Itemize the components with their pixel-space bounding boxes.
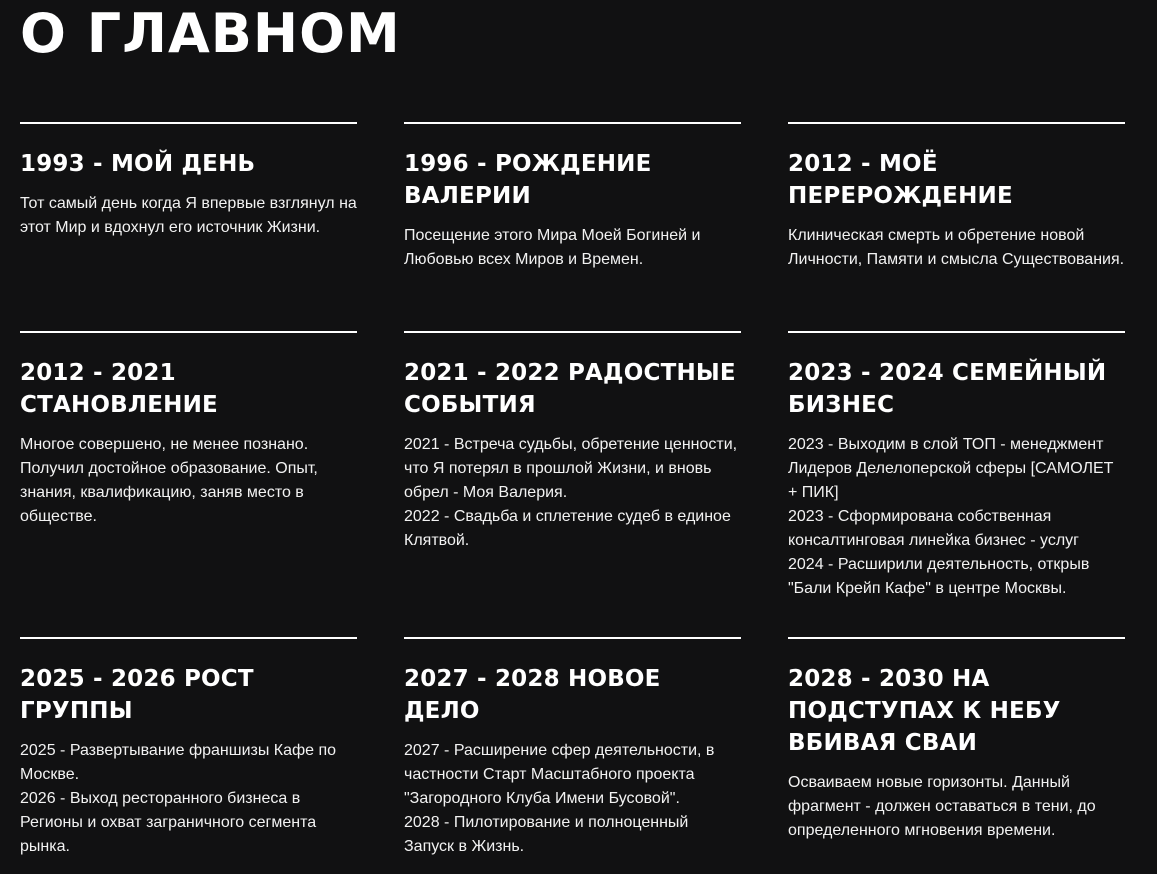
- card-line: 2026 - Выход ресторанного бизнеса в Регионы и охват заграничного сегмента рынка.: [20, 790, 317, 855]
- card-line: 2023 - Сформирована собственная консалтинговая линейка бизнес - услуг: [788, 508, 1079, 549]
- card-title: 2025 - 2026 РОСТ ГРУППЫ: [20, 666, 254, 724]
- card-title: 2028 - 2030 НА ПОДСТУПАХ К НЕБУ ВБИВАЯ СВАИ: [788, 666, 1061, 756]
- timeline-card-2021-2022: [404, 331, 741, 553]
- timeline-card-2025-2026: [20, 637, 357, 859]
- card-line: 2027 - Расширение сфер деятельности, в частности Старт Масштабного проекта "Загородного Клуба Имени Бусовой".: [404, 742, 715, 807]
- timeline-card-2023-2024: [788, 331, 1125, 601]
- card-title: 2023 - 2024 СЕМЕЙНЫЙ БИЗНЕС: [788, 360, 1107, 418]
- card-description: [20, 739, 357, 859]
- card-title: 2012 - МОЁ ПЕРЕРОЖДЕНИЕ: [788, 151, 1013, 209]
- timeline-card-2012: [788, 122, 1125, 272]
- card-line: 2024 - Расширили деятельность, открыв "Бали Крейп Кафе" в центре Москвы.: [788, 556, 1090, 597]
- card-title: 2027 - 2028 НОВОЕ ДЕЛО: [404, 666, 661, 724]
- timeline-card-1996: [404, 122, 741, 272]
- card-title: 1996 - РОЖДЕНИЕ ВАЛЕРИИ: [404, 151, 652, 209]
- card-description: [20, 192, 357, 240]
- card-description: [20, 433, 357, 529]
- card-line: Клиническая смерть и обретение новой Личности, Памяти и смысла Существования.: [788, 227, 1125, 268]
- card-line: Тот самый день когда Я впервые взглянул на этот Мир и вдохнул его источник Жизни.: [20, 195, 357, 236]
- page-title: О ГЛАВНОМ: [20, 2, 401, 65]
- card-line: 2023 - Выходим в слой ТОП - менеджмент Лидеров Делелоперской сферы [САМОЛЕТ + ПИК]: [788, 436, 1114, 501]
- timeline-card-2027-2028: [404, 637, 741, 859]
- card-line: Осваиваем новые горизонты. Данный фрагмент - должен оставаться в тени, до определенного мгновения времени.: [788, 774, 1096, 839]
- timeline-card-1993: [20, 122, 357, 240]
- card-title: 1993 - МОЙ ДЕНЬ: [20, 151, 256, 177]
- card-line: Многое совершено, не менее познано. Получил достойное образование. Опыт, знания, квалификацию, заняв место в обществе.: [20, 436, 318, 525]
- card-title: 2012 - 2021 СТАНОВЛЕНИЕ: [20, 360, 218, 418]
- card-description: [404, 739, 741, 859]
- card-description: [788, 771, 1125, 843]
- card-line: 2025 - Развертывание франшизы Кафе по Москве.: [20, 742, 337, 783]
- card-description: [788, 433, 1125, 601]
- card-line: Посещение этого Мира Моей Богиней и Любовью всех Миров и Времен.: [404, 227, 701, 268]
- card-title: 2021 - 2022 РАДОСТНЫЕ СОБЫТИЯ: [404, 360, 736, 418]
- card-line: 2022 - Свадьба и сплетение судеб в единое Клятвой.: [404, 508, 731, 549]
- card-description: [404, 433, 741, 553]
- card-description: [788, 224, 1125, 272]
- card-line: 2021 - Встреча судьбы, обретение ценности, что Я потерял в прошлой Жизни, и вновь обрел - Моя Валерия.: [404, 436, 738, 501]
- timeline-card-2012-2021: [20, 331, 357, 529]
- card-line: 2028 - Пилотирование и полноценный Запуск в Жизнь.: [404, 814, 689, 855]
- card-description: [404, 224, 741, 272]
- timeline-card-2028-2030: [788, 637, 1125, 843]
